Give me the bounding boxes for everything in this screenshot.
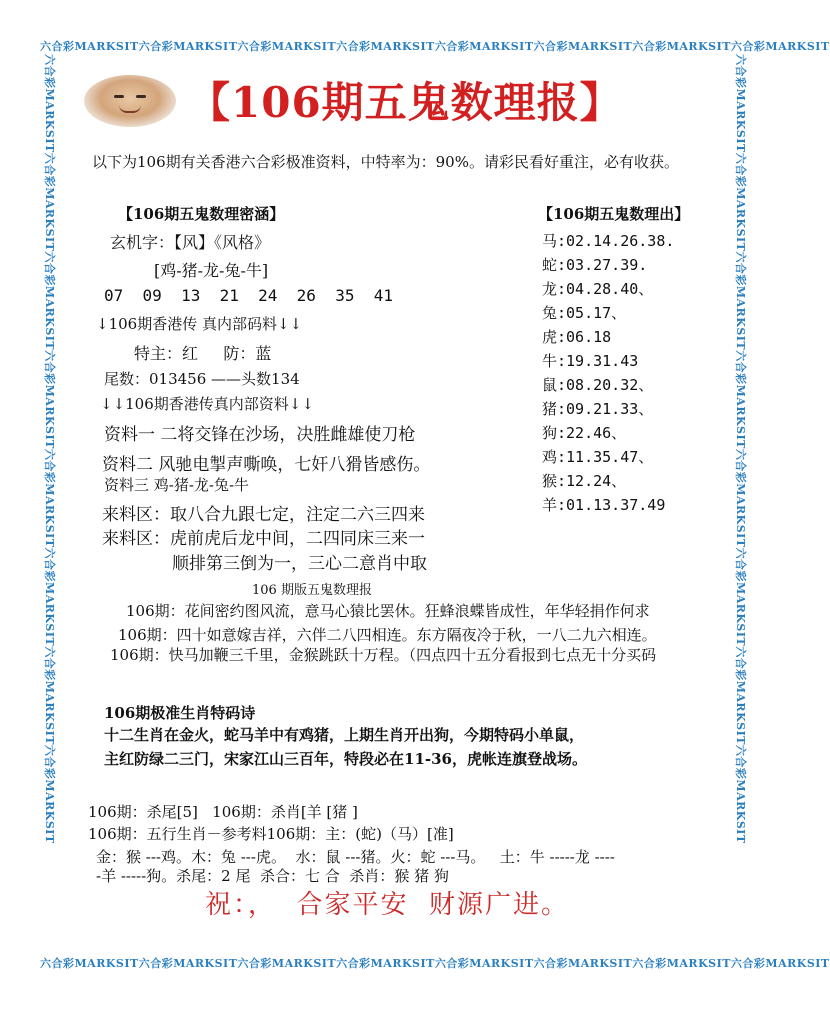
source-one: 来料区：取八合九跟七定，注定二六三四来	[102, 505, 425, 525]
paper-line-3: 106期：快马加鞭三千里，金猴跳跃十万程。（四点四十五分看报到七点无十分买码	[110, 646, 657, 664]
elements-mapping-line: 金：猴 ---鸡。木：兔 ---虎。 水：鼠 ---猪。火：蛇 ---马。 土：牛 -----龙 ----	[96, 848, 615, 866]
poem-title: 106期极准生肖特码诗	[104, 704, 256, 722]
paper-heading: 106 期版五鬼数理报	[252, 583, 372, 598]
zodiac-number-item: 狗:22.46、	[542, 424, 627, 442]
avatar	[84, 75, 176, 127]
zodiac-number-item: 牛:19.31.43	[542, 352, 639, 370]
border-watermark-right: 六合彩MARKSIT六合彩MARKSIT六合彩MARKSIT六合彩MARKSIT六合彩MARKSIT六合彩MARKSIT六合彩MARKSIT六合彩MARKSIT	[734, 54, 747, 844]
source-two: 来料区：虎前虎后龙中间，二四同床三来一	[102, 529, 425, 549]
special-color: 特主：红 防：蓝	[134, 344, 272, 363]
right-section-title: 【106期五鬼数理出】	[538, 205, 690, 223]
border-watermark-left: 六合彩MARKSIT六合彩MARKSIT六合彩MARKSIT六合彩MARKSIT六合彩MARKSIT六合彩MARKSIT六合彩MARKSIT六合彩MARKSIT	[43, 54, 56, 844]
zodiac-number-item: 虎:06.18	[542, 328, 612, 346]
paper-line-1: 106期：花间密约图风流，意马心猿比罢休。狂蜂浪蝶皆成性，年华轻捐作何求	[126, 602, 650, 620]
inside-data-title: ↓↓106期香港传真内部资料↓↓	[100, 395, 314, 413]
zodiac-number-item: 马:02.14.26.38.	[542, 232, 675, 250]
zodiac-number-item: 羊:01.13.37.49	[542, 496, 666, 514]
data-two: 资料二 风驰电掣声嘶唤，七奸八猾皆感伤。	[102, 455, 431, 475]
zodiac-number-item: 鸡:11.35.47、	[542, 448, 654, 466]
data-one: 资料一 二将交锋在沙场，决胜雌雄使刀枪	[104, 425, 416, 445]
zodiac-number-item: 猪:09.21.33、	[542, 400, 654, 418]
zodiac-number-item: 龙:04.28.40、	[542, 280, 654, 298]
kill-tail-line: 106期：杀尾[5] 106期：杀肖[羊 [猪 ]	[88, 803, 358, 821]
source-three: 顺排第三倒为一，三心二意肖中取	[172, 554, 427, 574]
mystery-word: 玄机字：【风】《风格》	[110, 233, 271, 252]
paper-line-2: 106期：四十如意嫁吉祥，六伴二八四相连。东方隔夜冷于秋，一八二九六相连。	[118, 626, 657, 644]
poem-line-1: 十二生肖在金火，蛇马羊中有鸡猪，上期生肖开出狗，今期特码小单鼠，	[104, 726, 585, 744]
page-title: 【106期五鬼数理报】	[188, 78, 623, 127]
poem-line-2: 主红防绿二三门，宋家江山三百年，特段必在11-36，虎帐连旗登战场。	[104, 750, 587, 768]
zodiac-number-item: 兔:05.17、	[542, 304, 627, 322]
data-three: 资料三 鸡-猪-龙-兔-牛	[104, 476, 250, 494]
tail-numbers: 尾数：013456 ——头数134	[104, 370, 300, 388]
intro-text: 以下为106期有关香港六合彩极准资料，中特率为：90%。请彩民看好重注，必有收获。	[92, 153, 679, 171]
blessing: 祝：， 合家平安 财源广进。	[205, 890, 570, 920]
border-watermark-bottom: 六合彩MARKSIT六合彩MARKSIT六合彩MARKSIT六合彩MARKSIT六合彩MARKSIT六合彩MARKSIT六合彩MARKSIT六合彩MARKSIT	[40, 957, 830, 970]
inside-code-title: ↓106期香港传 真内部码料↓↓	[96, 315, 303, 333]
zodiac-number-item: 蛇:03.27.39.	[542, 256, 648, 274]
zodiac-number-item: 鼠:08.20.32、	[542, 376, 654, 394]
five-elements-line: 106期：五行生肖－参考料106期：主：(蛇)（马）[准]	[88, 825, 454, 843]
kill-summary-line: -羊 -----狗。杀尾：2 尾 杀合：七 合 杀肖：猴 猪 狗	[96, 867, 449, 885]
border-watermark-top: 六合彩MARKSIT六合彩MARKSIT六合彩MARKSIT六合彩MARKSIT六合彩MARKSIT六合彩MARKSIT六合彩MARKSIT六合彩MARKSIT	[40, 40, 830, 53]
left-section-title: 【106期五鬼数理密涵】	[118, 205, 285, 223]
zodiac-group: [鸡-猪-龙-兔-牛]	[154, 261, 269, 280]
lucky-numbers: 07 09 13 21 24 26 35 41	[104, 286, 393, 305]
zodiac-number-item: 猴:12.24、	[542, 472, 627, 490]
